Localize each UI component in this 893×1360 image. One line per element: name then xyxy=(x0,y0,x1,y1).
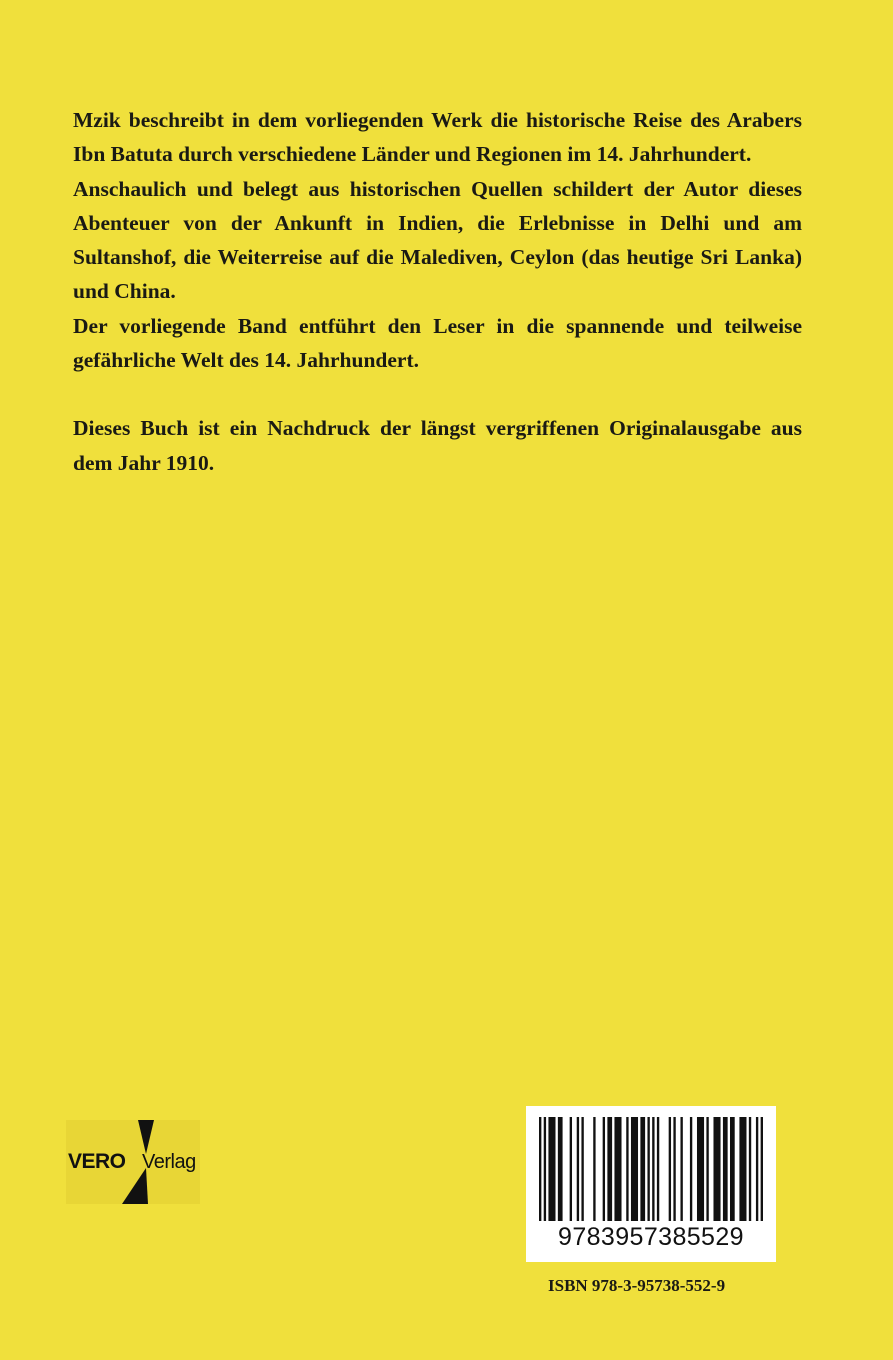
barcode-bar xyxy=(607,1117,612,1221)
barcode-bar xyxy=(647,1117,649,1221)
barcode-bar xyxy=(713,1117,720,1221)
barcode xyxy=(526,1106,776,1262)
blurb-paragraph-2: Anschaulich und belegt aus historischen Quellen schildert der Autor dieses Abenteuer von der Ankunft in Indien, die Erlebnisse in Delhi und am Sultanshof, die Weiterreise auf die Malediven, Ceylon (das heutige Sri Lanka) und China. xyxy=(73,176,802,304)
barcode-bar xyxy=(697,1117,704,1221)
back-cover-blurb xyxy=(73,103,802,480)
barcode-bar xyxy=(581,1117,583,1221)
barcode-bars-icon xyxy=(539,1117,763,1221)
barcode-bar xyxy=(652,1117,654,1221)
blurb-paragraph-3: Der vorliegende Band entführt den Leser in die spannende und teilweise gefährliche Welt des 14. Jahrhundert. xyxy=(73,313,802,373)
barcode-bar xyxy=(631,1117,638,1221)
barcode-bar xyxy=(690,1117,692,1221)
barcode-bar xyxy=(723,1117,728,1221)
isbn-label: ISBN 978-3-95738-552-9 xyxy=(548,1276,726,1295)
barcode-bar xyxy=(614,1117,621,1221)
barcode-bar xyxy=(680,1117,682,1221)
barcode-bar xyxy=(570,1117,572,1221)
barcode-digits: 9783957385529 xyxy=(558,1223,744,1251)
barcode-bar xyxy=(593,1117,595,1221)
barcode-bar xyxy=(730,1117,735,1221)
barcode-bar xyxy=(544,1117,546,1221)
barcode-bar xyxy=(657,1117,659,1221)
barcode-bar xyxy=(558,1117,563,1221)
barcode-bar xyxy=(761,1117,763,1221)
barcode-bar xyxy=(626,1117,628,1221)
reprint-notice: Dieses Buch ist ein Nachdruck der längst vergriffenen Originalausgabe aus dem Jahr 1910. xyxy=(73,416,802,475)
barcode-bar xyxy=(669,1117,671,1221)
publisher-logo xyxy=(66,1120,200,1204)
blurb-paragraph-1: Mzik beschreibt in dem vorliegenden Werk die historische Reise des Arabers Ibn Batuta durch verschiedene Länder und Regionen im 14. Jahrhundert. xyxy=(73,108,802,167)
barcode-bar xyxy=(577,1117,579,1221)
barcode-bar xyxy=(749,1117,751,1221)
barcode-bar xyxy=(539,1117,541,1221)
barcode-bar xyxy=(673,1117,675,1221)
barcode-bar xyxy=(706,1117,708,1221)
barcode-bar xyxy=(756,1117,758,1221)
barcode-bar xyxy=(548,1117,555,1221)
barcode-bar xyxy=(603,1117,605,1221)
barcode-bar xyxy=(739,1117,746,1221)
logo-vero-text: VERO xyxy=(68,1150,126,1173)
logo-verlag-text: Verlag xyxy=(142,1151,196,1173)
barcode-bar xyxy=(640,1117,645,1221)
